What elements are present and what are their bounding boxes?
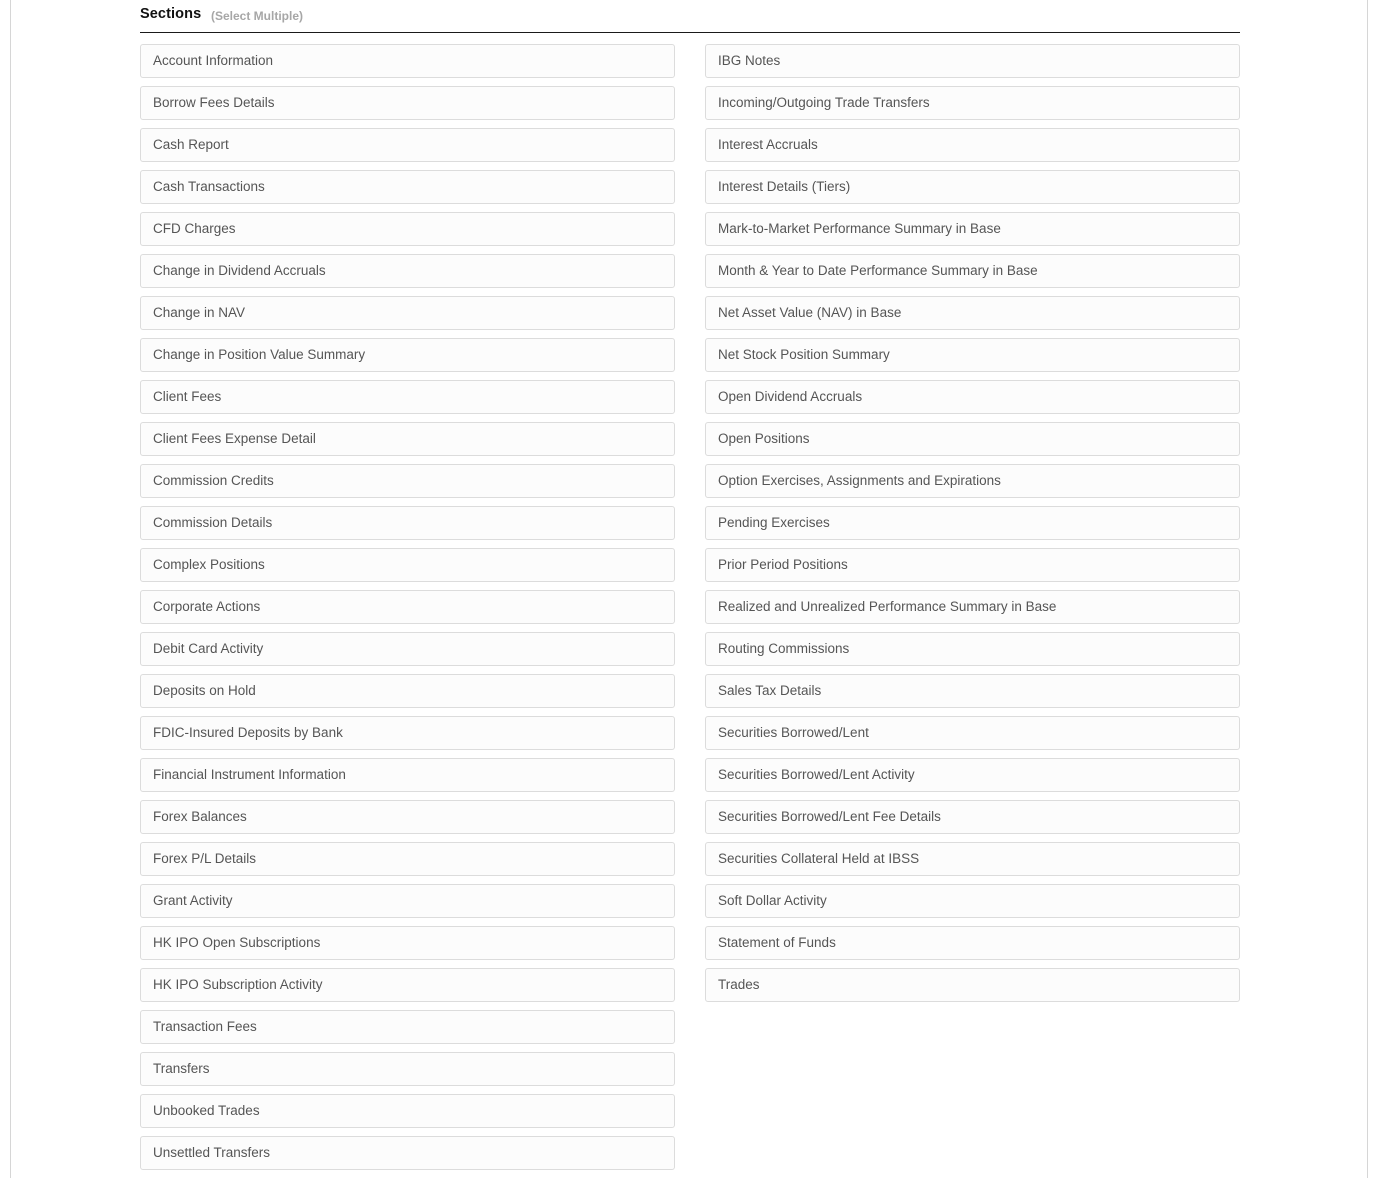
section-option-cfd-charges[interactable]: CFD Charges [140,212,675,246]
section-option-trades[interactable]: Trades [705,968,1240,1002]
section-option-change-in-position-value-summary[interactable]: Change in Position Value Summary [140,338,675,372]
section-option-change-in-nav[interactable]: Change in NAV [140,296,675,330]
section-option-change-in-dividend-accruals[interactable]: Change in Dividend Accruals [140,254,675,288]
section-option-soft-dollar-activity[interactable]: Soft Dollar Activity [705,884,1240,918]
section-option-open-positions[interactable]: Open Positions [705,422,1240,456]
section-option-routing-commissions[interactable]: Routing Commissions [705,632,1240,666]
section-option-commission-credits[interactable]: Commission Credits [140,464,675,498]
select-multiple-hint: (Select Multiple) [211,9,304,23]
section-option-cash-report[interactable]: Cash Report [140,128,675,162]
section-option-grant-activity[interactable]: Grant Activity [140,884,675,918]
section-option-account-information[interactable]: Account Information [140,44,675,78]
section-option-incoming-outgoing-trade-transfers[interactable]: Incoming/Outgoing Trade Transfers [705,86,1240,120]
sections-left-column [140,44,675,1178]
section-option-pending-exercises[interactable]: Pending Exercises [705,506,1240,540]
section-option-option-exercises-assignments-and-expirations[interactable]: Option Exercises, Assignments and Expirations [705,464,1240,498]
section-option-securities-borrowed-lent-activity[interactable]: Securities Borrowed/Lent Activity [705,758,1240,792]
section-option-hk-ipo-subscription-activity[interactable]: HK IPO Subscription Activity [140,968,675,1002]
section-option-sales-tax-details[interactable]: Sales Tax Details [705,674,1240,708]
section-option-client-fees[interactable]: Client Fees [140,380,675,414]
sections-header [140,0,1240,33]
section-option-fdic-insured-deposits-by-bank[interactable]: FDIC-Insured Deposits by Bank [140,716,675,750]
section-option-forex-balances[interactable]: Forex Balances [140,800,675,834]
section-option-debit-card-activity[interactable]: Debit Card Activity [140,632,675,666]
section-option-commission-details[interactable]: Commission Details [140,506,675,540]
section-option-month-year-to-date-performance-summary-in-base[interactable]: Month & Year to Date Performance Summary in Base [705,254,1240,288]
sections-title: Sections [140,6,202,22]
section-option-client-fees-expense-detail[interactable]: Client Fees Expense Detail [140,422,675,456]
section-option-prior-period-positions[interactable]: Prior Period Positions [705,548,1240,582]
section-option-realized-and-unrealized-performance-summary-in-base[interactable]: Realized and Unrealized Performance Summary in Base [705,590,1240,624]
section-option-deposits-on-hold[interactable]: Deposits on Hold [140,674,675,708]
section-option-securities-collateral-held-at-ibss[interactable]: Securities Collateral Held at IBSS [705,842,1240,876]
section-option-net-asset-value-nav-in-base[interactable]: Net Asset Value (NAV) in Base [705,296,1240,330]
section-option-open-dividend-accruals[interactable]: Open Dividend Accruals [705,380,1240,414]
section-option-securities-borrowed-lent-fee-details[interactable]: Securities Borrowed/Lent Fee Details [705,800,1240,834]
section-option-ibg-notes[interactable]: IBG Notes [705,44,1240,78]
section-option-interest-details-tiers[interactable]: Interest Details (Tiers) [705,170,1240,204]
section-option-statement-of-funds[interactable]: Statement of Funds [705,926,1240,960]
section-option-financial-instrument-information[interactable]: Financial Instrument Information [140,758,675,792]
section-option-unsettled-transfers[interactable]: Unsettled Transfers [140,1136,675,1170]
section-option-mark-to-market-performance-summary-in-base[interactable]: Mark-to-Market Performance Summary in Base [705,212,1240,246]
section-option-transaction-fees[interactable]: Transaction Fees [140,1010,675,1044]
section-option-net-stock-position-summary[interactable]: Net Stock Position Summary [705,338,1240,372]
section-option-forex-p-l-details[interactable]: Forex P/L Details [140,842,675,876]
section-option-securities-borrowed-lent[interactable]: Securities Borrowed/Lent [705,716,1240,750]
section-option-unbooked-trades[interactable]: Unbooked Trades [140,1094,675,1128]
section-option-corporate-actions[interactable]: Corporate Actions [140,590,675,624]
section-option-interest-accruals[interactable]: Interest Accruals [705,128,1240,162]
section-option-transfers[interactable]: Transfers [140,1052,675,1086]
section-option-borrow-fees-details[interactable]: Borrow Fees Details [140,86,675,120]
section-option-cash-transactions[interactable]: Cash Transactions [140,170,675,204]
section-option-hk-ipo-open-subscriptions[interactable]: HK IPO Open Subscriptions [140,926,675,960]
section-option-complex-positions[interactable]: Complex Positions [140,548,675,582]
sections-right-column [705,44,1240,1010]
